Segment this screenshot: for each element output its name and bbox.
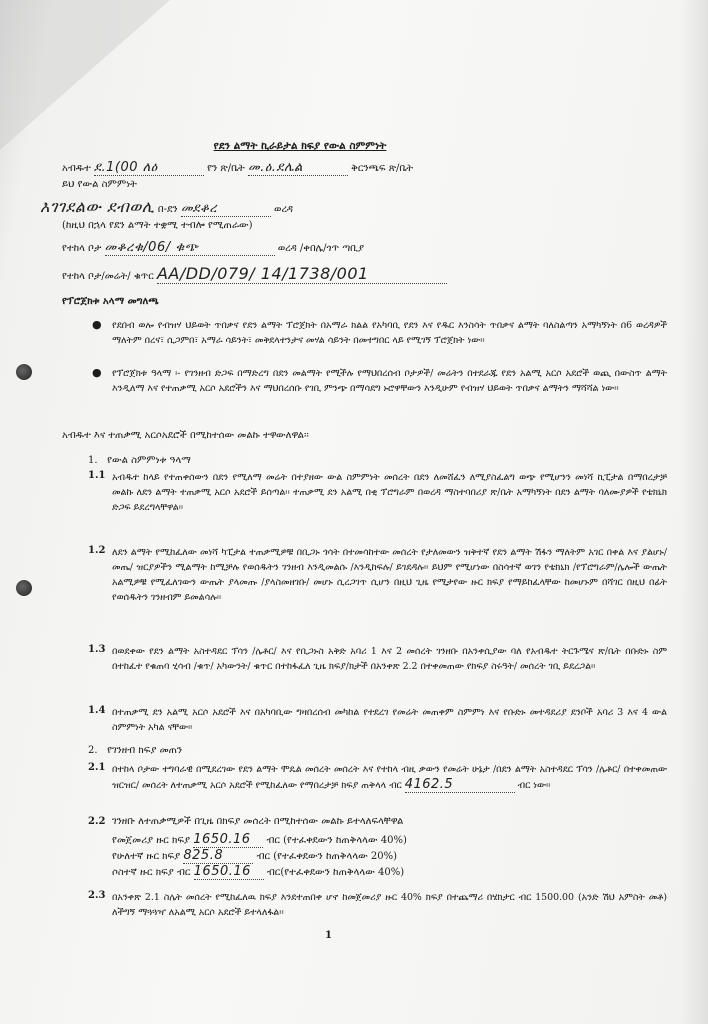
purpose-bullet-2: የፕሮጀክቱ ዓላማ ፡- የገንዘብ ድጋፍ በማድረግ በደን መልማት የሚችሉ የማህበረሰብ ቦታዎች/ መሬትን በተደራጁ የደን አልሚ አርሶ አደሮች ወጪ በውስጥ ልማት እንዲለማ እና የተጠቃሚ አርሶ አደሮችን እና ማህበረሰቡ የገቢ ምንጭ በማሳደግ ኑሮዋቸውን እንዲሁም የብዝሃ ህይወት ጥበቃና ልማትን ማሻሻል ነው፡፡ — [112, 368, 667, 394]
section-1-number: 1. — [88, 455, 98, 466]
clause-1-1: አብዱተ ከላይ የተጠቀሰውን በደን የሚለማ መሬት በተያዘው ውል ስምምነት መሰረት በደን ለመሸፈን ለሚያስፈልግ ወጭ የሚሆንን መነሻ ኪፒታል በማበረታቻ መልኩ ለደን ልማት ተጠቃሚ አርሶ አደሮች ይሰጣል፡፡ ተጠቃሚ ደን አልሚ በቂ ፕሮግራም በወረዳ ማስተባበሪያ ጽ/ቤት አማካኝነት በደን ልማት ባለሙያዎች የቴክኒክ ድጋፍ ይደረግላቸዋል፡፡ — [112, 472, 667, 513]
date-value: መቆረቁ/06/ ቁጭ — [105, 240, 275, 256]
signer-name: እገገደልው ደብወሊ — [40, 197, 155, 216]
installment-row — [112, 832, 407, 848]
applicant-label: አብዱተ — [62, 163, 91, 174]
date-suffix: ወረዳ /ቀበሌ/ጎጥ ጣቢያ — [277, 243, 365, 254]
agreement-intro: አብዱተ እና ተጠቃሚ አርሶአደሮች በሚከተሰው መልኩ ተዋውለዋል፡፡ — [62, 430, 309, 441]
signer-line — [40, 197, 293, 217]
plot-line — [62, 264, 447, 284]
clause-number: 2.2 — [88, 816, 106, 827]
section-1-title: የውል ስምምነቱ ዓላማ — [107, 455, 191, 466]
plot-label: የተከላ ቦታ/መሬት/ ቁጥር — [62, 271, 154, 282]
total-amount: 4162.5 — [405, 777, 515, 793]
punch-hole-bottom — [16, 580, 32, 596]
installment-label: ሶስተኛ ዙር ክፍያ ብር — [112, 867, 191, 878]
page-number: 1 — [325, 930, 332, 941]
section-2-heading — [88, 745, 182, 756]
installment-suffix: ብር(የተፈቀደውን ከጠቅላላው 40%) — [266, 867, 405, 878]
subject-label: ይህ የውል ስምምነት — [62, 179, 137, 190]
date-label: የተከላ ቦታ — [62, 243, 102, 254]
section-2-title: የገንዘብ ክፍያ መጠን — [107, 745, 183, 756]
installment-suffix: ብር (የተፈቀደውን ከጠቅላላው 40%) — [266, 835, 407, 846]
installments-intro: ገንዘቡ ለተጠቃሚዎች በጊዜ በክፍያ መሰረት በሚከተሰው መልኩ ይተላለፍላቸዋል — [112, 816, 404, 827]
clause-1-3: በወደቀው የደን ልማት አስተዳደር ፕሳን /ሌቶር/ እና የቢጋኑስ አቅድ አባሪ 1 እና 2 መሰረት ገንዘቡ በአንቀሲያው ባለ የአብዱተ ትርጉሜና ጽ/ቤት በቡድኑ ስም በተከፈተ የቁጠባ ሂሳብ /ቁጥ/ አካውንት/ ቁጥር በተከፋፈለ ጊዜ ክፍያ/ክታች በአንቀጽ 2.2 በተቀመጠው የክፍያ ስሩዓት/ መሰረት ገቢ ይደረጋል፡፡ — [112, 646, 667, 672]
purpose-label: የፕሮጀክቱ አላማ መግለጫ — [62, 296, 159, 307]
wereda-no-label: የን ጽ/ቤት — [207, 163, 245, 174]
installment-row — [112, 848, 397, 864]
tracking-label: ቅርንጫፍ ጽ/ቤት — [351, 163, 414, 174]
bullet-dot: ● — [92, 318, 102, 331]
installment-suffix: ብር (የተፈቀደውን ከጠቅላላው 20%) — [256, 851, 398, 862]
installment-label: የሁለተኛ ዙር ክፍያ — [112, 851, 181, 862]
bullet-dot: ● — [92, 366, 102, 379]
purpose-bullet-1: የደበብ ወሎ የብዝሃ ህይወት ጥበቃና የደን ልማት ፕሮጀክት በአማራ ክልል የአካባቢ የደን እና የዱር እንስሳት ጥበቃና ልማት ባለስልጣን አማካኝነት በ6 ወረዳዎች ማለትም በረና፣ ሲጋምበ፣ አማራ ሳይንት፣ መቅደላተንታና መሃል ሳይንት በመተግበር ላይ የሚገኝ ፕሮጀክት ነው፡፡ — [112, 320, 667, 346]
plot-value: AA/DD/079/ 14/1738/001 — [157, 264, 447, 284]
installment-amount: 825.8 — [183, 848, 253, 864]
clause-2-1-text: በተከላ ቦታው ተግባራዊ በሚደረገው የደን ልማት ሞዴል መሰረት መሰረት እና የተከላ ብዚ ቃውን የመሬት ሁኔታ /በደን ልማት አስተዳደር ፕሳን /ሌቶር/ በተቀመጠው ዝርዝር/ መሰረት ለተጠቃሚ አርሶ አደሮች የሚከፈለው የማበረታቻ ክፍያ ጠቅላላ ብር — [112, 764, 667, 791]
section-1-heading — [88, 455, 191, 466]
wereda-no-value: መ.ዕ.ደሌል — [248, 160, 348, 176]
clause-2-1 — [112, 762, 667, 793]
clause-number: 1.3 — [88, 644, 106, 655]
document-title: የደን ልማት ኪራይታል ክፍያ የውል ስምምነት — [213, 140, 387, 152]
page-edge-shadow — [680, 0, 708, 1024]
clause-2-3: በአንቀጽ 2.1 ስሌት መሰረት የሚከፈለዉ ክፍያ እንደተጠበቀ ሆኖ ከመጀመሪያ ዙር 40% ክፍያ በተጨማሪ በሄክታር ብር 1500.00 (አንድ ሽህ አምስት መቶ) ለችግኝ ማጓጓዣ ለአልሚ አርሶ አደሮች ይተላለፋል፡፡ — [112, 892, 667, 918]
clause-1-2: ለደን ልማት የሚከፈለው መነሻ ካፒታል ተጠቃሚዎቹ በቢጋኑ ጎሳት በተመሳከተው መሰረት የታለመውን ዝቅተኛ የደን ልማት ሽፋን ማለትም አገር በቀል እና ያልሆኑ/መጤ/ ዝርያዎችን ሚልማት ከሚቻሉ የወሰዱትን ገንዘብ እንዲመልሱ /እንዲከፍሉ/ ይገደዳሉ፡፡ ይህም የሚሆነው በስሳተኛ ወገን የቴክኒክ /የፕሮግራም/ሌሎች ውጤት አልሚዎቹ የሚፈለገውን ውጤት ያላመጡ /ያላስመዘገቡ/ መሆኑ ሲረጋገጥ ሲሆን በዚህ ጊዜ የሚታየው ዙር ክፍያ የማይከፈላቸው ከመሆኑም በሻገር በዚህ በፊት የወሰዱትን ገንዘብም ይመልሳሉ፡፡ — [112, 547, 667, 603]
signer-place: መደቆረ — [181, 201, 271, 217]
installment-row — [112, 864, 404, 880]
signer-label: በ-ደን — [157, 204, 178, 215]
applicant-line — [62, 160, 413, 176]
clause-number: 2.3 — [88, 890, 106, 901]
wereda-suffix: ወረዳ — [274, 204, 293, 215]
punch-hole-top — [16, 364, 32, 380]
clause-2-1-tail: ብር ነው፡፡ — [517, 780, 551, 791]
installment-amount: 1650.16 — [194, 864, 264, 880]
page-fold-shadow — [0, 0, 170, 150]
section-2-number: 2. — [88, 745, 98, 756]
installment-amount: 1650.16 — [193, 832, 263, 848]
date-line — [62, 240, 364, 256]
installment-label: የመጀመሪያ ዙር ክፍያ — [112, 835, 191, 846]
clause-number: 2.1 — [88, 762, 106, 773]
clause-number: 1.4 — [88, 705, 106, 716]
applicant-value: ደ.1(00 ለዕ — [94, 160, 204, 176]
clause-1-4: በተጠቃሚ ደን አልሚ አርሶ አደሮች እና በአካባቢው ግዛበረሰብ መካከል የተደረገ የመሬት መጠቀም ስምምነ እና የቡድኑ መተዳደሪያ ደንቦች አባሪ 3 እና 4 ውል ስምምነት አካል ናቸው፡፡ — [112, 707, 667, 733]
clause-number: 1.2 — [88, 545, 106, 556]
clause-number: 1.1 — [88, 470, 106, 481]
signer-note: (ከዚህ በኋላ የደን ልማት ተቋሚ ተብሎ የሚጠራው) — [62, 220, 253, 231]
